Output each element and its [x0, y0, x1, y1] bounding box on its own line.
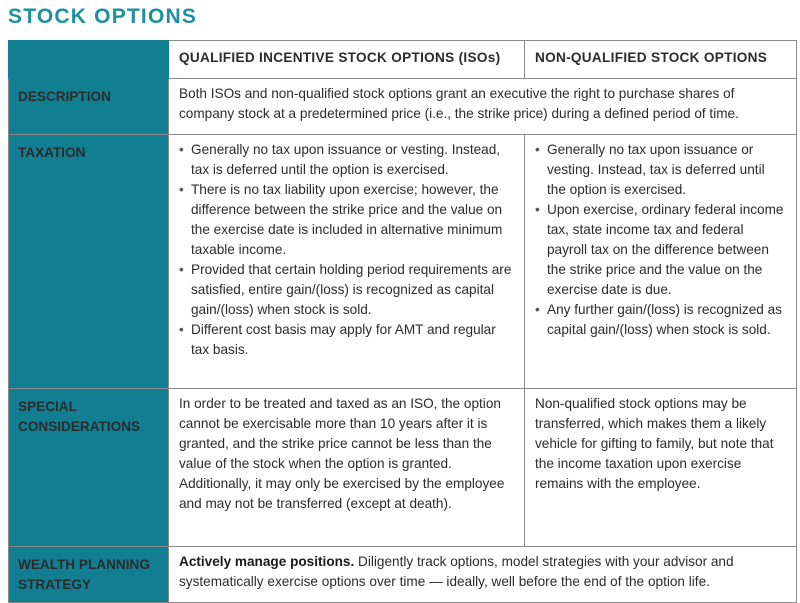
- list-item: • Different cost basis may apply for AMT and regular tax basis.: [179, 320, 514, 360]
- column-header-iso: QUALIFIED INCENTIVE STOCK OPTIONS (ISOs): [169, 41, 525, 79]
- row-wealth-planning: [9, 547, 797, 603]
- wealth-planning-text: [169, 547, 797, 603]
- header-row: [9, 41, 797, 79]
- special-iso-text: In order to be treated and taxed as an ISO, the option cannot be exercisable more than 10 years after it is granted, and the strike price cannot be less than the value of the stock when the option is granted. Additionally, it may only be exercised by the employee and may not be transferred (except at death).: [169, 389, 525, 547]
- row-label-description: DESCRIPTION: [9, 79, 169, 135]
- row-label-taxation: TAXATION: [9, 135, 169, 389]
- list-item: • Generally no tax upon issuance or vesting. Instead, tax is deferred until the option is exercised.: [179, 140, 514, 180]
- list-item: • Any further gain/(loss) is recognized as capital gain/(loss) when stock is sold.: [535, 300, 786, 340]
- row-special-considerations: [9, 389, 797, 547]
- row-label-wealth-planning: WEALTH PLANNING STRATEGY: [9, 547, 169, 603]
- taxation-nq-list: [535, 140, 786, 340]
- row-description: [9, 79, 797, 135]
- list-item: • Provided that certain holding period requirements are satisfied, entire gain/(loss) is recognized as capital gain/(loss) when stock is sold.: [179, 260, 514, 320]
- taxation-nq: [525, 135, 797, 389]
- row-taxation: [9, 135, 797, 389]
- wealth-planning-lead: Actively manage positions.: [179, 554, 355, 569]
- row-label-special-considerations: SPECIAL CONSIDERATIONS: [9, 389, 169, 547]
- comparison-table: [8, 40, 797, 603]
- taxation-iso: [169, 135, 525, 389]
- description-text: Both ISOs and non-qualified stock options grant an executive the right to purchase shares of company stock at a predetermined price (i.e., the strike price) during a defined period of time.: [169, 79, 797, 135]
- list-item: • Generally no tax upon issuance or vesting. Instead, tax is deferred until the option is exercised.: [535, 140, 786, 200]
- column-header-nq: NON-QUALIFIED STOCK OPTIONS: [525, 41, 797, 79]
- wealth-planning-body: Diligently track options, model strategies with your advisor and systematically exercise options over time — ideally, well before the end of the option life.: [179, 554, 734, 589]
- page-title: STOCK OPTIONS: [8, 5, 198, 28]
- special-nq-text: Non-qualified stock options may be transferred, which makes them a likely vehicle for gifting to family, but note that the income taxation upon exercise remains with the employee.: [525, 389, 797, 547]
- list-item: • There is no tax liability upon exercise; however, the difference between the strike price and the value on the exercise date is included in alternative minimum taxable income.: [179, 180, 514, 260]
- header-corner: [9, 41, 169, 79]
- taxation-iso-list: [179, 140, 514, 360]
- list-item: • Upon exercise, ordinary federal income tax, state income tax and federal payroll tax on the difference between the strike price and the value on the exercise date is due.: [535, 200, 786, 300]
